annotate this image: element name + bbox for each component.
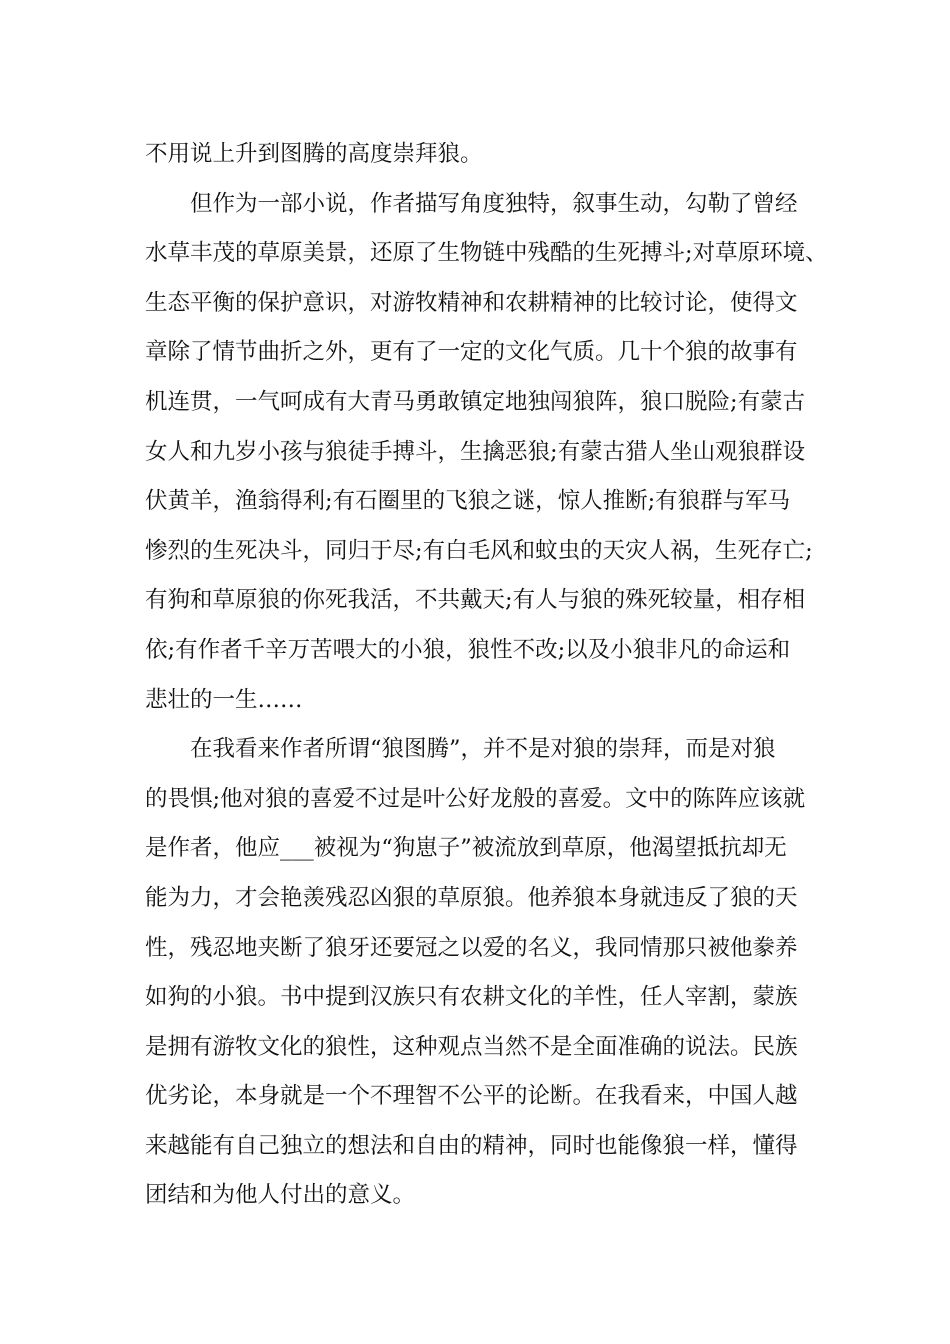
text-line: 有狗和草原狼的你死我活，不共戴天;有人与狼的殊死较量，相存相 xyxy=(145,587,806,614)
text-line: 生态平衡的保护意识，对游牧精神和农耕精神的比较讨论，使得文 xyxy=(145,289,798,316)
text-line: 水草丰茂的草原美景，还原了生物链中残酷的生死搏斗;对草原环境、 xyxy=(145,240,828,267)
text-line: 来越能有自己独立的想法和自由的精神，同时也能像狼一样，懂得 xyxy=(145,1132,798,1159)
text-line: 章除了情节曲折之外，更有了一定的文化气质。几十个狼的故事有 xyxy=(145,339,798,366)
text-line: 惨烈的生死决斗，同归于尽;有白毛风和蚊虫的天灾人祸，生死存亡; xyxy=(145,537,813,564)
text-line: 悲壮的一生…… xyxy=(145,686,303,713)
text-line: 不用说上升到图腾的高度崇拜狼。 xyxy=(145,141,483,167)
text-line: 是作者，他应___被视为“狗崽子”被流放到草原，他渴望抵抗却无 xyxy=(145,835,787,862)
text-line: 伏黄羊，渔翁得利;有石圈里的飞狼之谜，惊人推断;有狼群与军马 xyxy=(145,488,791,515)
text-line: 是拥有游牧文化的狼性，这种观点当然不是全面准确的说法。民族 xyxy=(145,1033,798,1060)
text-line: 但作为一部小说，作者描写角度独特，叙事生动，勾勒了曾经 xyxy=(190,190,798,217)
text-line: 性，残忍地夹断了狼牙还要冠之以爱的名义，我同情那只被他豢养 xyxy=(145,934,798,961)
body-text xyxy=(145,130,828,1221)
text-line: 如狗的小狼。书中提到汉族只有农耕文化的羊性，任人宰割，蒙族 xyxy=(145,984,798,1011)
text-line: 机连贯，一气呵成有大青马勇敢镇定地独闯狼阵，狼口脱险;有蒙古 xyxy=(145,388,806,415)
text-line: 在我看来作者所谓“狼图腾”，并不是对狼的崇拜，而是对狼 xyxy=(190,736,776,763)
text-line: 能为力，才会艳羡残忍凶狠的草原狼。他养狼本身就违反了狼的天 xyxy=(145,884,798,911)
text-line: 的畏惧;他对狼的喜爱不过是叶公好龙般的喜爱。文中的陈阵应该就 xyxy=(145,785,806,812)
text-line: 依;有作者千辛万苦喂大的小狼，狼性不改;以及小狼非凡的命运和 xyxy=(145,636,791,663)
text-line: 女人和九岁小孩与狼徒手搏斗，生擒恶狼;有蒙古猎人坐山观狼群设 xyxy=(145,438,806,465)
text-line: 团结和为他人付出的意义。 xyxy=(145,1182,416,1209)
text-line: 优劣论，本身就是一个不理智不公平的论断。在我看来，中国人越 xyxy=(145,1083,798,1110)
